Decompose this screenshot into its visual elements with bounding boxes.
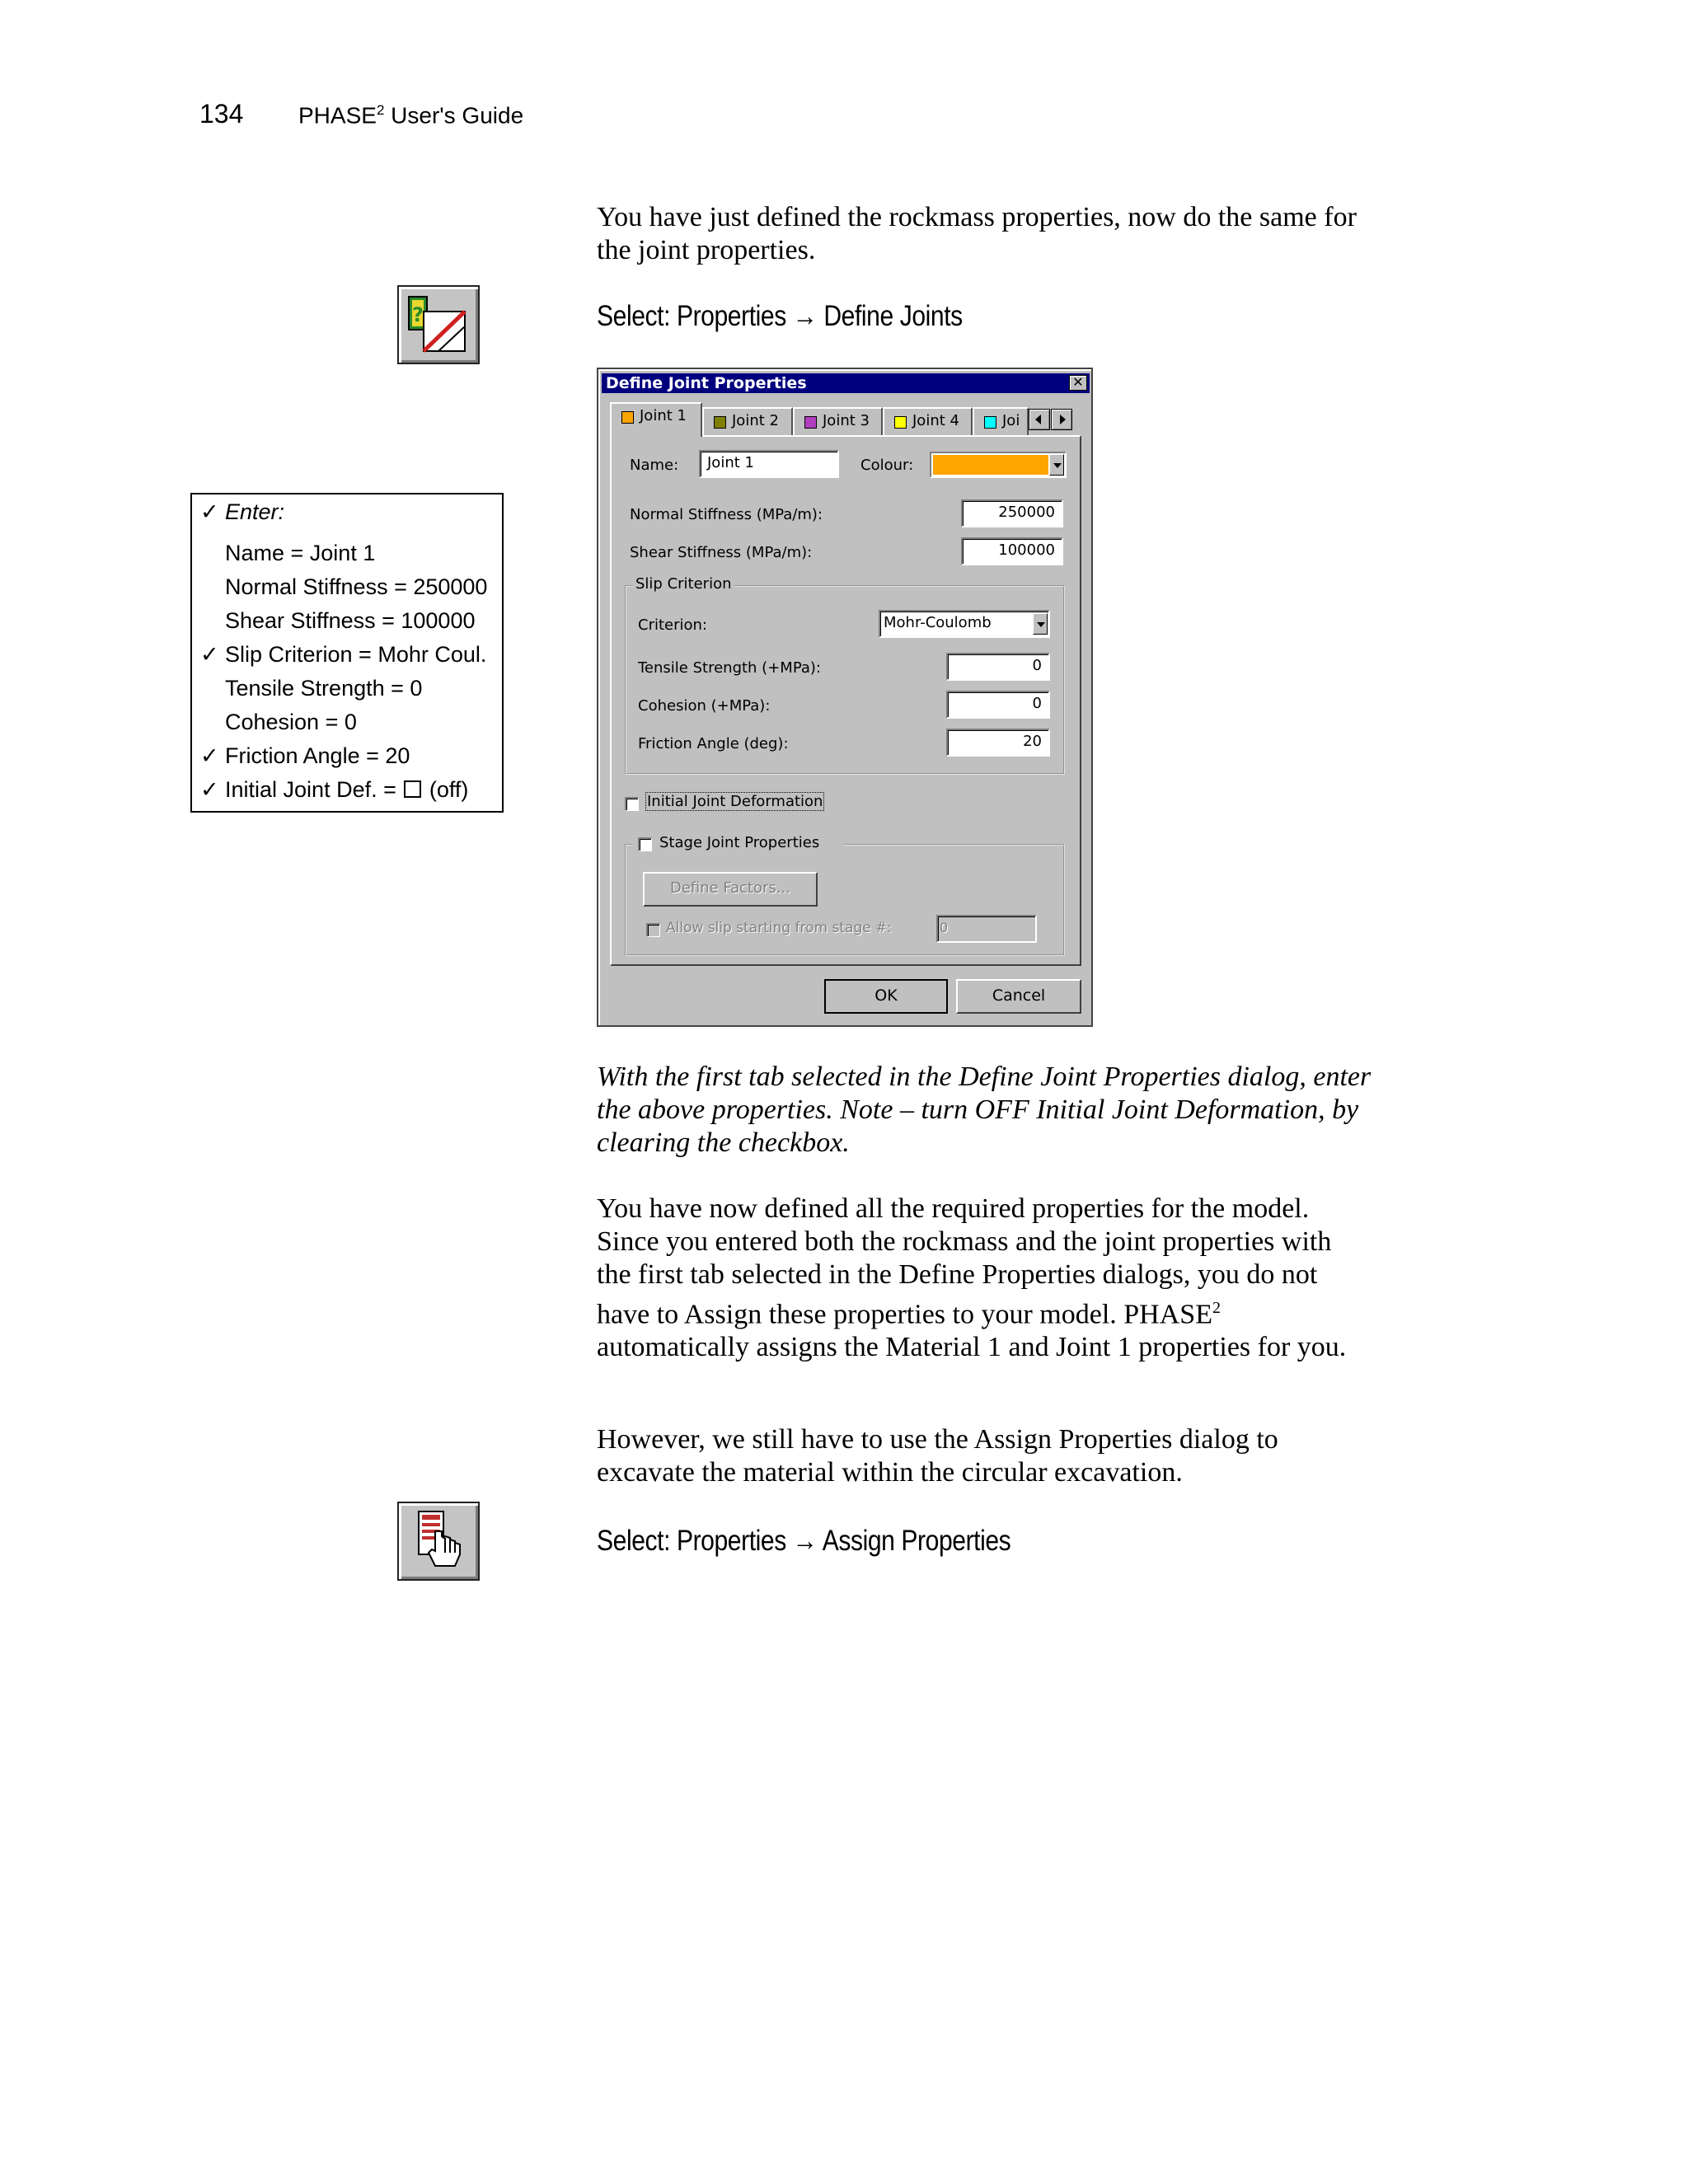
friction-angle-input[interactable]: 20	[946, 729, 1050, 757]
chevron-down-icon	[1037, 622, 1045, 627]
enter-item: Cohesion = 0	[225, 710, 357, 734]
tab-label: Joi	[1002, 412, 1020, 429]
joint-color-swatch-icon	[714, 416, 726, 429]
criterion-select[interactable]	[879, 610, 1050, 638]
select-assign-properties-instruction: Select: Properties → Assign Properties	[597, 1525, 1011, 1557]
define-factors-button[interactable]: Define Factors...	[643, 872, 818, 907]
allow-slip-checkbox[interactable]	[646, 923, 660, 937]
name-label: Name:	[630, 457, 679, 474]
tab-scroll-right-button[interactable]	[1051, 409, 1072, 430]
initial-joint-deformation-label[interactable]: Initial Joint Deformation	[647, 793, 823, 810]
stage-joint-properties-label: Stage Joint Properties	[659, 834, 820, 851]
stage-joint-properties-header	[633, 834, 844, 854]
header-superscript: 2	[376, 102, 385, 118]
properties-defined-paragraph	[597, 1193, 1372, 1364]
tab-joint-1[interactable]	[610, 402, 702, 437]
allow-slip-label: Allow slip starting from stage #:	[666, 920, 893, 936]
tab-joint-4[interactable]	[883, 407, 973, 435]
normal-stiffness-input[interactable]: 250000	[961, 499, 1063, 527]
tab-panel	[610, 435, 1081, 966]
tab-scroll-left-button[interactable]	[1029, 409, 1050, 430]
enter-item: Normal Stiffness = 250000	[225, 574, 488, 599]
tab-joint-2[interactable]	[702, 407, 793, 435]
page-number: 134	[199, 99, 244, 129]
tensile-strength-input[interactable]: 0	[946, 653, 1050, 681]
initial-joint-deformation-checkbox[interactable]	[625, 797, 639, 811]
select-define-joints-instruction: Select: Properties → Define Joints	[597, 300, 963, 332]
joint-color-swatch-icon	[804, 416, 817, 429]
enter-item: Slip Criterion = Mohr Coul.	[225, 642, 487, 667]
enter-item: Shear Stiffness = 100000	[225, 608, 476, 633]
paragraph-text-end: automatically assigns the Material 1 and Joint 1 properties for you.	[597, 1332, 1347, 1363]
tab-label: Joint 1	[640, 407, 687, 424]
enter-item-check: ✓	[200, 743, 219, 768]
header-title: PHASE	[298, 102, 377, 129]
cohesion-input[interactable]: 0	[946, 691, 1050, 719]
enter-item: Tensile Strength = 0	[225, 676, 423, 701]
arrow-right-icon	[1060, 415, 1066, 424]
define-joints-icon	[397, 285, 480, 364]
slip-criterion-group-title: Slip Criterion	[633, 575, 734, 593]
tab-label: Joint 4	[912, 412, 959, 429]
cohesion-label: Cohesion (+MPa):	[638, 697, 771, 715]
criterion-value: Mohr-Coulomb	[884, 614, 992, 631]
enter-heading-check: ✓	[200, 499, 219, 524]
shear-stiffness-label: Shear Stiffness (MPa/m):	[630, 544, 813, 561]
dialog-titlebar	[602, 373, 1090, 393]
joint-color-swatch-icon	[621, 411, 634, 424]
define-joint-properties-dialog	[597, 368, 1093, 1027]
name-input[interactable]: Joint 1	[699, 450, 839, 478]
checkbox-glyph-icon	[404, 780, 421, 798]
tab-joint-3[interactable]	[793, 407, 883, 435]
arrow-left-icon	[1035, 415, 1041, 424]
chevron-down-icon	[1053, 463, 1062, 468]
enter-item: Friction Angle = 20	[225, 743, 410, 768]
enter-item-initial-def	[225, 777, 468, 803]
colour-label: Colour:	[860, 457, 914, 474]
normal-stiffness-label: Normal Stiffness (MPa/m):	[630, 506, 823, 523]
enter-item-check: ✓	[200, 642, 219, 667]
colour-dropdown-button[interactable]	[1049, 454, 1064, 476]
tab-joint-5[interactable]	[973, 407, 1029, 435]
intro-paragraph: You have just defined the rockmass properties, now do the same for the joint properties.	[597, 202, 1357, 265]
however-paragraph: However, we still have to use the Assign Properties dialog to excavate the material within the circular excavation.	[597, 1424, 1278, 1488]
enter-item-text: Initial Joint Def. =	[225, 777, 403, 802]
colour-dropdown[interactable]	[930, 452, 1067, 478]
note-paragraph: With the first tab selected in the Define Joint Properties dialog, enter the above properties. Note – turn OFF Initial Joint Deformation, by clearing the checkbox.	[597, 1062, 1372, 1158]
friction-angle-label: Friction Angle (deg):	[638, 735, 789, 752]
criterion-dropdown-button[interactable]	[1033, 613, 1048, 635]
enter-instructions-box	[190, 493, 504, 813]
enter-item: Name = Joint 1	[225, 541, 376, 565]
joint-color-swatch-icon	[984, 416, 996, 429]
tab-label: Joint 3	[823, 412, 870, 429]
paragraph-superscript: 2	[1212, 1299, 1221, 1317]
allow-slip-stage-input[interactable]: 0	[936, 915, 1037, 943]
enter-item-check: ✓	[200, 777, 219, 802]
shear-stiffness-input[interactable]: 100000	[961, 537, 1063, 565]
header-title-suffix: User's Guide	[384, 102, 524, 129]
enter-item-suffix: (off)	[423, 777, 469, 802]
tensile-strength-label: Tensile Strength (+MPa):	[638, 659, 821, 677]
paragraph-text: You have now defined all the required properties for the model. Since you entered both the rockmass and the joint properties with the first tab selected in the Define Properties dialogs, you do not have to Assign these properties to your model. PHASE	[597, 1193, 1332, 1330]
stage-joint-properties-checkbox[interactable]	[638, 837, 652, 851]
ok-button[interactable]: OK	[824, 979, 948, 1014]
dialog-title: Define Joint Properties	[606, 374, 807, 392]
criterion-label: Criterion:	[638, 616, 707, 634]
running-header	[298, 102, 523, 129]
joint-color-swatch-icon	[894, 416, 907, 429]
colour-swatch	[933, 455, 1048, 475]
cancel-button[interactable]: Cancel	[956, 979, 1081, 1014]
close-button[interactable]: ✕	[1069, 375, 1087, 391]
enter-heading: Enter:	[225, 499, 285, 524]
assign-properties-icon	[397, 1502, 480, 1581]
svg-text:?: ?	[412, 303, 424, 326]
tab-label: Joint 2	[732, 412, 779, 429]
